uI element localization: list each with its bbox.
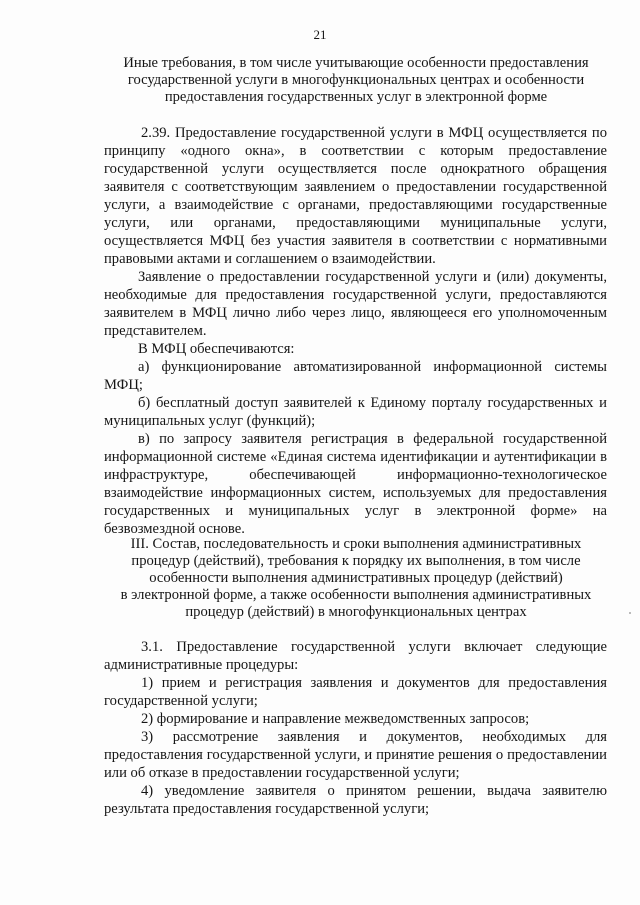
page-number: 21 [313, 27, 327, 42]
paragraph-2-39: 2.39. Предоставление государственной услуги в МФЦ осуществляется по принципу «одного окна», в соответствии с которым предоставление государственной услуги осуществляется после однократного обращения заявителя с соответствующим заявлением о предоставлении государственной услуги, а взаимодействие с органами, предоставляющими государственные услуги, или органами, предоставляющими муниципальные услуги, осуществляется МФЦ без участия заявителя в соответствии с нормативными правовыми актами и соглашением о взаимодействии. [104, 125, 607, 267]
section-heading [100, 55, 612, 106]
paragraph-mfc-provides: В МФЦ обеспечиваются: [138, 341, 295, 357]
section-heading-line: государственной услуги в многофункциональных центрах и особенности [127, 72, 585, 88]
paragraph-application: Заявление о предоставлении государственной услуги и (или) документы, необходимые для предоставления государственной услуги, предоставляются заявителем в МФЦ лично либо через лицо, являющееся его уполномоченным представителем. [104, 269, 607, 339]
procedure-item-2: 2) формирование и направление межведомственных запросов; [141, 711, 530, 727]
chapter-heading-line: в электронной форме, а также особенности выполнения административных [120, 587, 592, 603]
list-item-a: а) функционирование автоматизированной информационной системы МФЦ; [104, 359, 607, 393]
section-heading-line: Иные требования, в том числе учитывающие особенности предоставления [123, 55, 589, 71]
chapter-heading-line: особенности выполнения административных процедур (действий) [149, 570, 563, 586]
scan-speck [629, 612, 631, 614]
list-item-v: в) по запросу заявителя регистрация в федеральной государственной информационной системе «Единая система идентификации и аутентификации в инфраструктуре, обеспечивающей информационно-технологическое взаимодействие информационных систем, используемых для предоставления государственных и муниципальных услуг в электронной форме» на безвозмездной основе. [104, 431, 607, 537]
chapter-heading [100, 536, 612, 621]
section-body [104, 124, 607, 538]
chapter-body [104, 638, 607, 818]
list-item-b: б) бесплатный доступ заявителей к Единому порталу государственных и муниципальных услуг (функций); [104, 395, 607, 429]
procedure-item-3: 3) рассмотрение заявления и документов, необходимых для предоставления государственной услуги, и принятие решения о предоставлении или об отказе в предоставлении государственной услуги; [104, 729, 607, 781]
chapter-heading-line: процедур (действий), требования к порядку их выполнения, в том числе [131, 553, 581, 569]
procedure-item-4: 4) уведомление заявителя о принятом решении, выдача заявителю результата предоставления государственной услуги; [104, 783, 607, 817]
chapter-heading-line: процедур (действий) в многофункциональных центрах [185, 604, 527, 620]
chapter-heading-line: III. Состав, последовательность и сроки выполнения административных [130, 536, 582, 552]
section-heading-line: предоставления государственных услуг в электронной форме [164, 89, 548, 105]
paragraph-3-1: 3.1. Предоставление государственной услуги включает следующие административные процедуры: [104, 639, 607, 673]
procedure-item-1: 1) прием и регистрация заявления и документов для предоставления государственной услуги; [104, 675, 607, 709]
